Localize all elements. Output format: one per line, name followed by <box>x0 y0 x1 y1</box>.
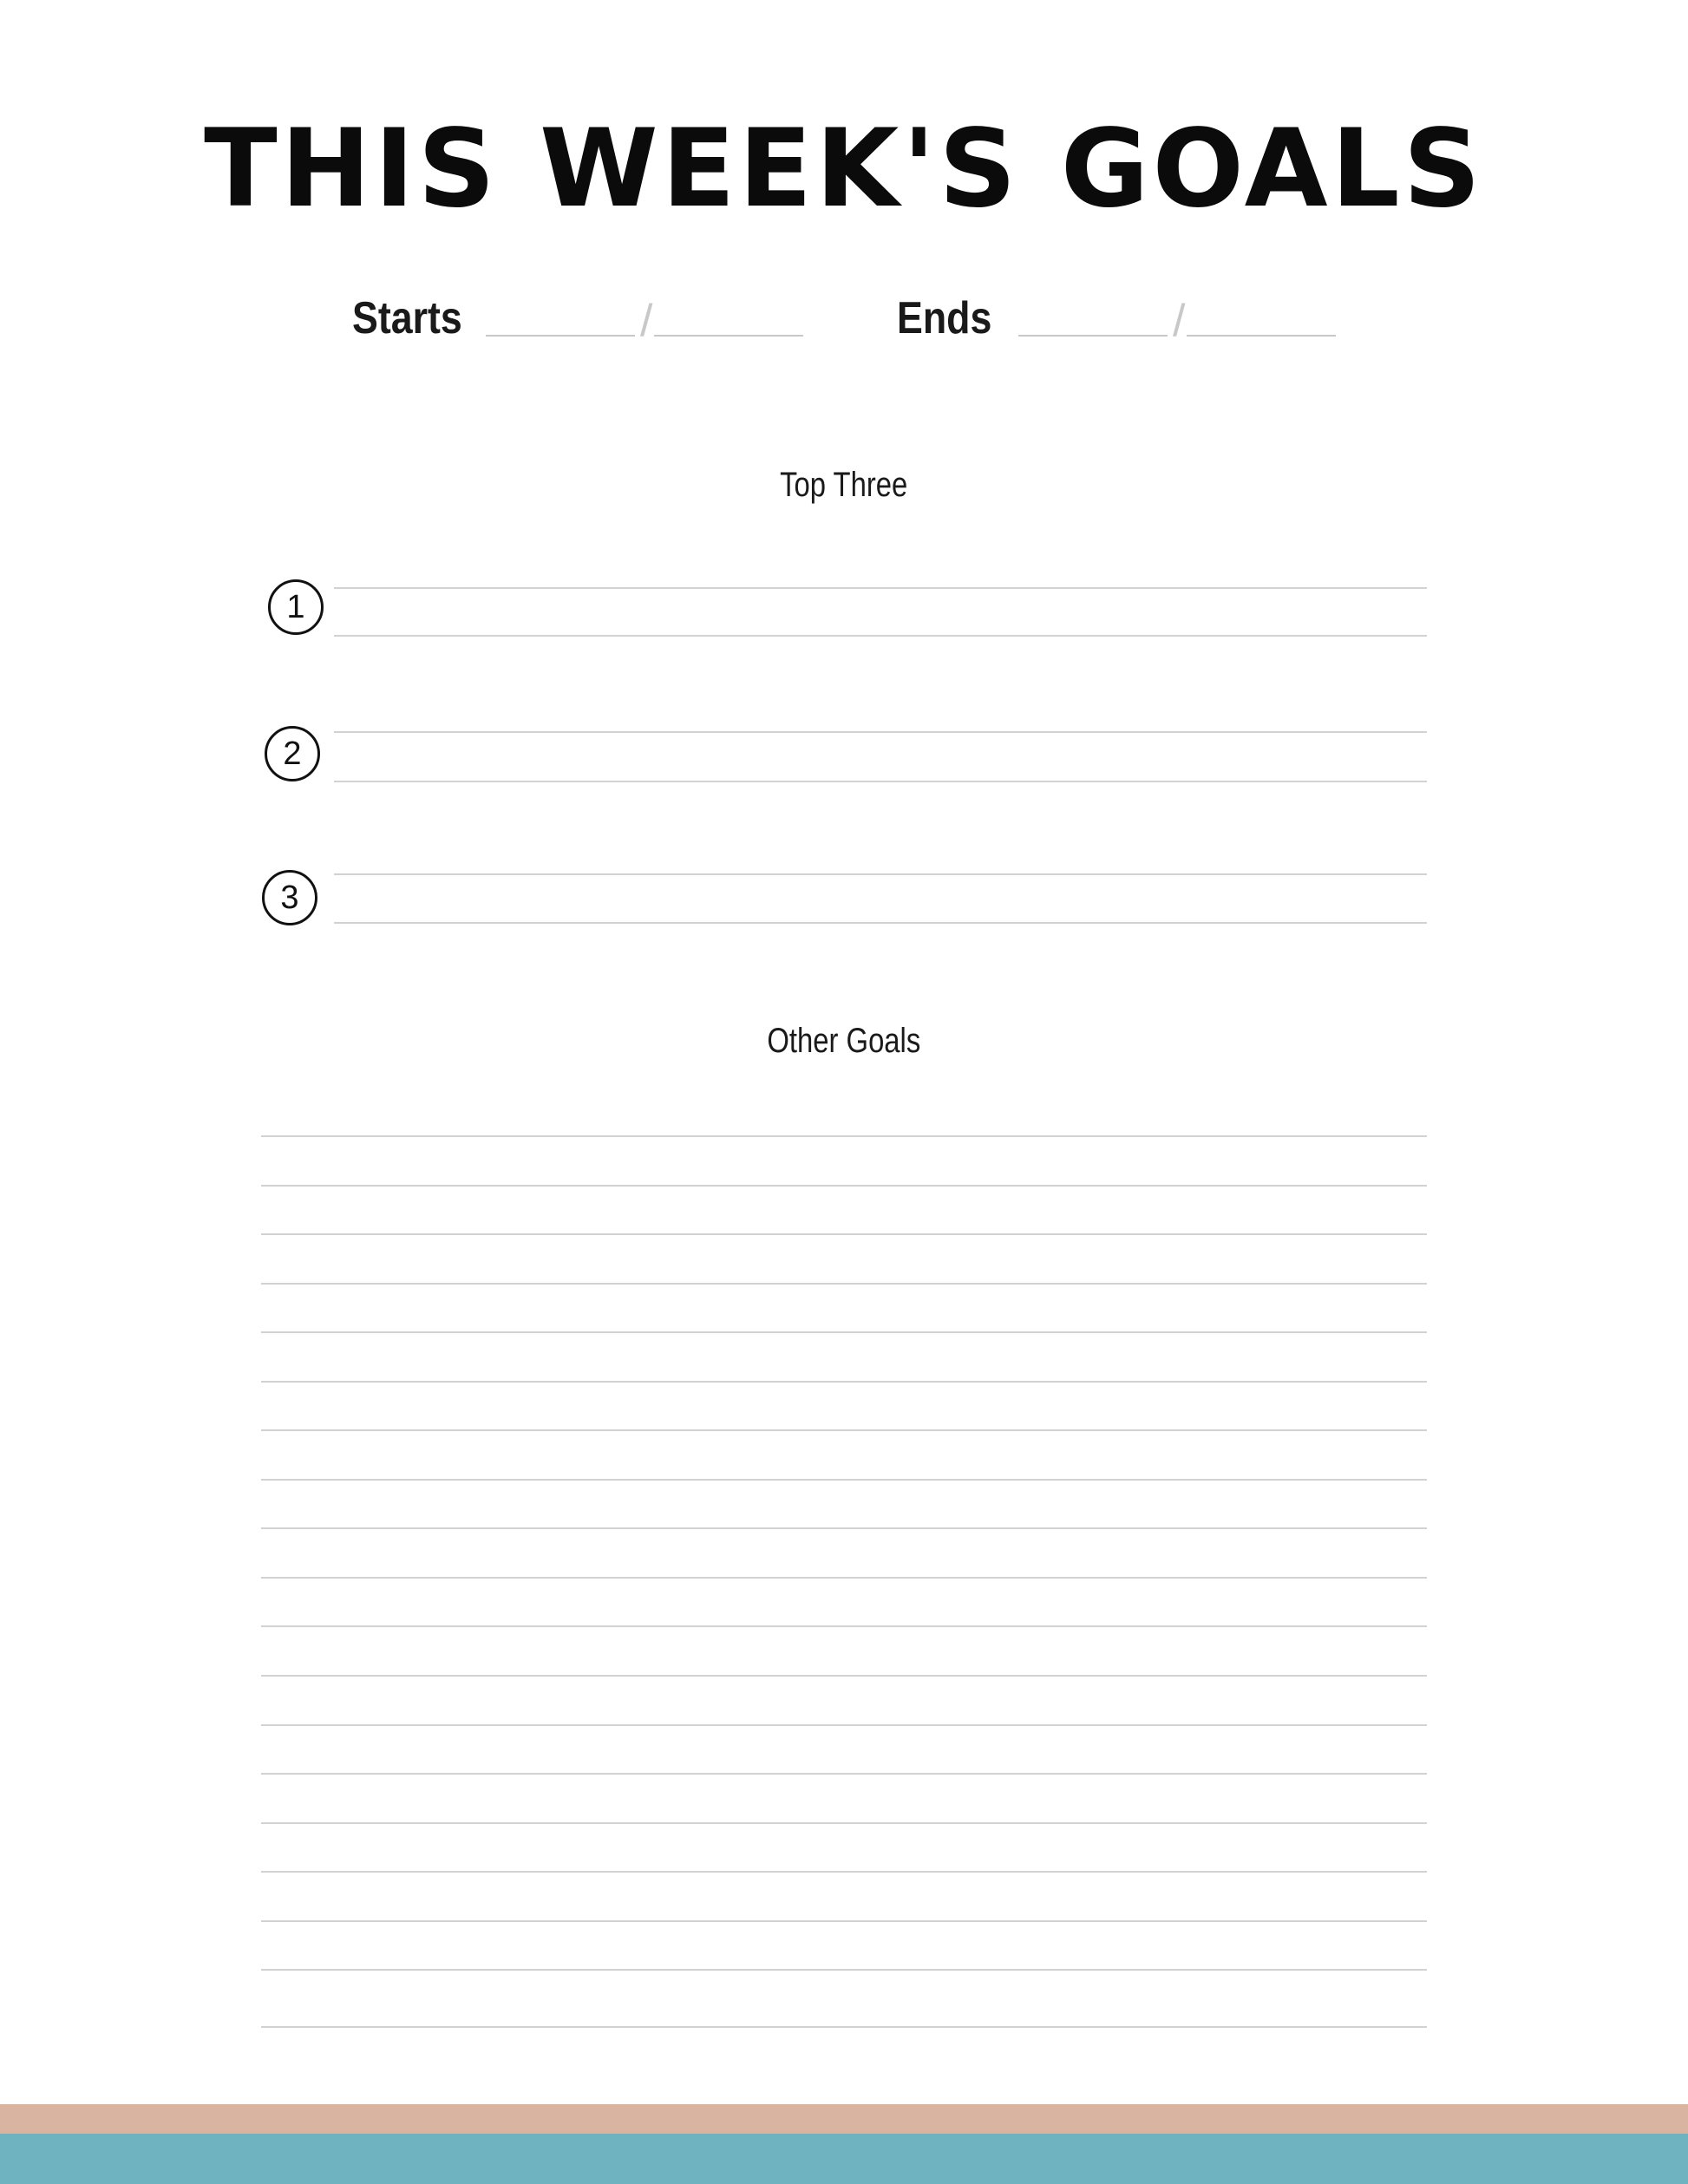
starts-label: Starts <box>352 293 462 343</box>
other-goal-line[interactable] <box>261 1625 1427 1627</box>
other-goal-line[interactable] <box>261 1920 1427 1922</box>
top-goal-2-line-bottom[interactable] <box>334 781 1427 782</box>
top-three-heading: Top Three <box>780 466 908 504</box>
other-goal-line[interactable] <box>261 1381 1427 1383</box>
other-goal-line[interactable] <box>261 1822 1427 1824</box>
starts-date-separator: / <box>640 296 653 346</box>
ends-label: Ends <box>897 293 992 343</box>
starts-day-field[interactable] <box>654 335 803 337</box>
top-goal-1-line-top[interactable] <box>334 587 1427 589</box>
top-goal-1-line-bottom[interactable] <box>334 635 1427 637</box>
other-goal-line[interactable] <box>261 1724 1427 1726</box>
page-title: THIS WEEK'S GOALS <box>204 107 1484 232</box>
other-goal-line[interactable] <box>261 1283 1427 1285</box>
ends-date-separator: / <box>1173 296 1186 346</box>
top-goal-2-line-top[interactable] <box>334 731 1427 733</box>
ends-month-field[interactable] <box>1018 335 1168 337</box>
top-goal-3-line-top[interactable] <box>334 873 1427 875</box>
other-goal-line[interactable] <box>261 1429 1427 1431</box>
other-goal-line[interactable] <box>261 1185 1427 1187</box>
footer-stripe-teal <box>0 2134 1688 2184</box>
other-goal-line[interactable] <box>261 2026 1427 2028</box>
other-goal-line[interactable] <box>261 1331 1427 1333</box>
top-goal-1-number: 1 <box>268 579 324 635</box>
other-goal-line[interactable] <box>261 1479 1427 1481</box>
footer-stripe-tan <box>0 2104 1688 2134</box>
starts-month-field[interactable] <box>486 335 635 337</box>
top-goal-2-number: 2 <box>265 726 320 781</box>
other-goal-line[interactable] <box>261 1577 1427 1579</box>
other-goal-line[interactable] <box>261 1233 1427 1235</box>
other-goal-line[interactable] <box>261 1773 1427 1775</box>
top-goal-3-line-bottom[interactable] <box>334 922 1427 924</box>
other-goal-line[interactable] <box>261 1527 1427 1529</box>
other-goal-line[interactable] <box>261 1969 1427 1971</box>
top-goal-3-number: 3 <box>262 870 317 925</box>
other-goal-line[interactable] <box>261 1675 1427 1677</box>
other-goal-line[interactable] <box>261 1871 1427 1873</box>
other-goal-line[interactable] <box>261 1135 1427 1137</box>
other-goals-heading: Other Goals <box>767 1022 921 1060</box>
ends-day-field[interactable] <box>1187 335 1336 337</box>
